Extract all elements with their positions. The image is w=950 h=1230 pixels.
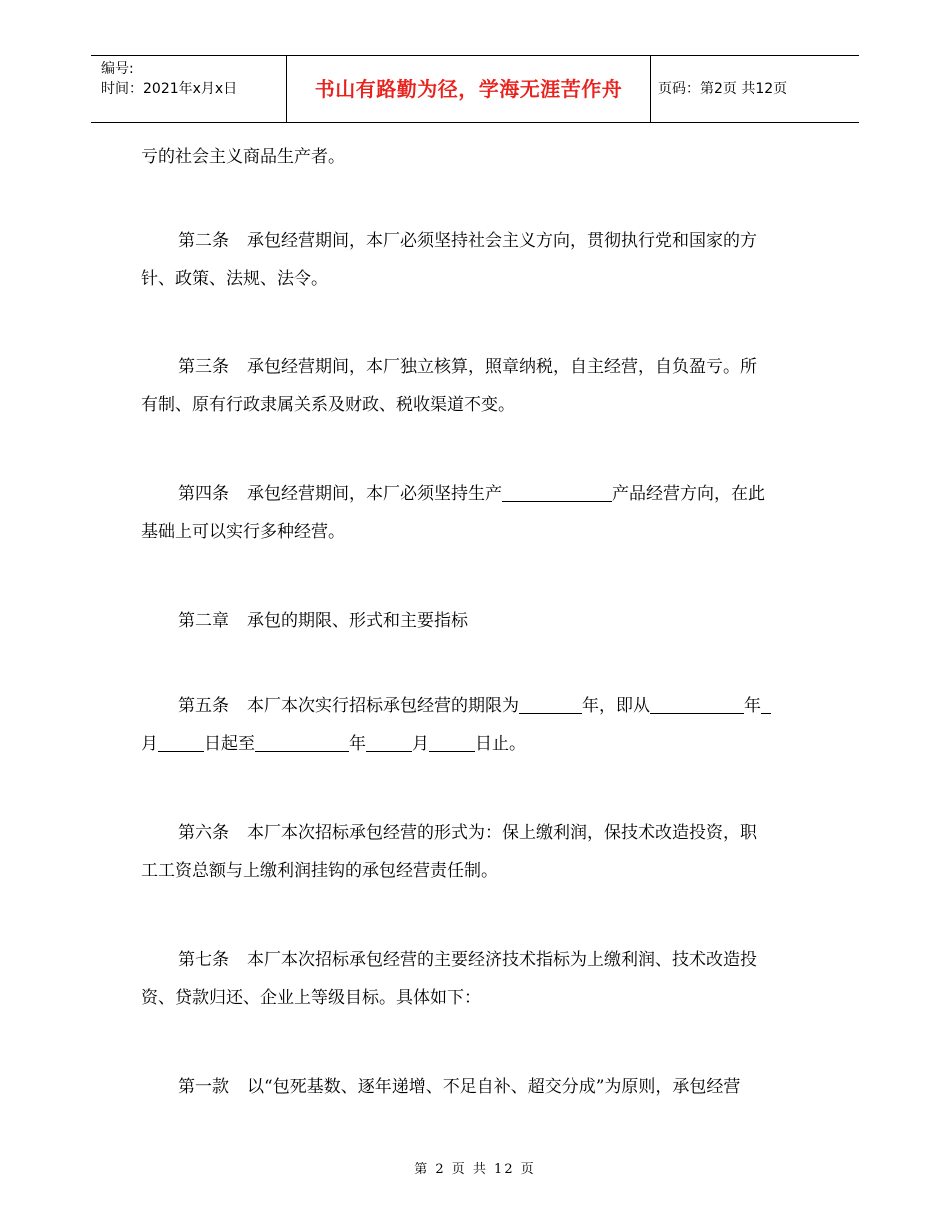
fill-in-blank xyxy=(366,733,412,752)
header-divider-right xyxy=(650,56,651,122)
header-motto: 书山有路勤为径，学海无涯苦作舟 xyxy=(314,77,623,101)
text-line: 年 xyxy=(744,696,761,716)
text-line: 月 xyxy=(141,734,158,754)
text-line: 有制、原有行政隶属关系及财政、税收渠道不变。 xyxy=(141,395,515,415)
text-line: 以“包死基数、逐年递增、不足自补、超交分成”为原则，承包经营 xyxy=(247,1077,741,1097)
fill-in-blank xyxy=(502,483,612,502)
text-line: 年 xyxy=(349,734,366,754)
article-title: 第七条 xyxy=(178,950,229,970)
article-6 xyxy=(141,814,813,890)
text-line: 月 xyxy=(412,734,429,754)
chapter-2-heading xyxy=(141,602,813,640)
article-3 xyxy=(141,348,813,424)
article-title: 第六条 xyxy=(178,823,229,843)
fill-in-blank xyxy=(429,733,475,752)
text-line: 亏的社会主义商品生产者。 xyxy=(141,147,345,167)
text-line: 产品经营方向，在此 xyxy=(612,484,765,504)
page-footer: 第 2 页 共 12 页 xyxy=(414,1162,536,1177)
text-line: 本厂本次实行招标承包经营的期限为 xyxy=(247,696,519,716)
fill-in-blank xyxy=(761,695,771,714)
header-meta xyxy=(101,59,237,99)
text-line: 本厂本次招标承包经营的主要经济技术指标为上缴利润、技术改造投 xyxy=(247,950,757,970)
article-4 xyxy=(141,475,813,551)
article-title: 第三条 xyxy=(178,357,229,377)
text-line: 承包经营期间，本厂独立核算，照章纳税，自主经营，自负盈亏。所 xyxy=(247,357,757,377)
article-title: 第四条 xyxy=(178,484,229,504)
text-line: 承包经营期间，本厂必须坚持社会主义方向，贯彻执行党和国家的方 xyxy=(247,231,757,251)
text-line: 年，即从 xyxy=(582,696,650,716)
text-line: 基础上可以实行多种经营。 xyxy=(141,522,345,542)
article-2 xyxy=(141,222,813,298)
chapter-title: 第二章 xyxy=(178,611,229,631)
clause-1 xyxy=(141,1068,813,1106)
text-line: 针、政策、法规、法令。 xyxy=(141,269,328,289)
article-title: 第五条 xyxy=(178,696,229,716)
text-line: 日止。 xyxy=(475,734,526,754)
serial-label: 编号: xyxy=(101,61,134,77)
text-line: 本厂本次招标承包经营的形式为：保上缴利润，保技术改造投资，职 xyxy=(247,823,757,843)
page-header xyxy=(91,55,859,123)
header-page-info: 页码：第2页 共12页 xyxy=(658,81,788,97)
fill-in-blank xyxy=(255,733,349,752)
text-line: 资、贷款归还、企业上等级目标。具体如下： xyxy=(141,988,481,1008)
article-7 xyxy=(141,941,813,1017)
fill-in-blank xyxy=(158,733,204,752)
fill-in-blank xyxy=(519,695,582,714)
text-line: 日起至 xyxy=(204,734,255,754)
clause-title: 第一款 xyxy=(178,1077,229,1097)
text-line: 工工资总额与上缴利润挂钩的承包经营责任制。 xyxy=(141,861,498,881)
paragraph-continued xyxy=(141,138,813,176)
chapter-text: 承包的期限、形式和主要指标 xyxy=(247,611,468,631)
time-label: 时间：2021年x月x日 xyxy=(101,81,238,97)
article-5 xyxy=(141,687,813,763)
text-line: 承包经营期间，本厂必须坚持生产 xyxy=(247,484,502,504)
fill-in-blank xyxy=(650,695,744,714)
article-title: 第二条 xyxy=(178,231,229,251)
